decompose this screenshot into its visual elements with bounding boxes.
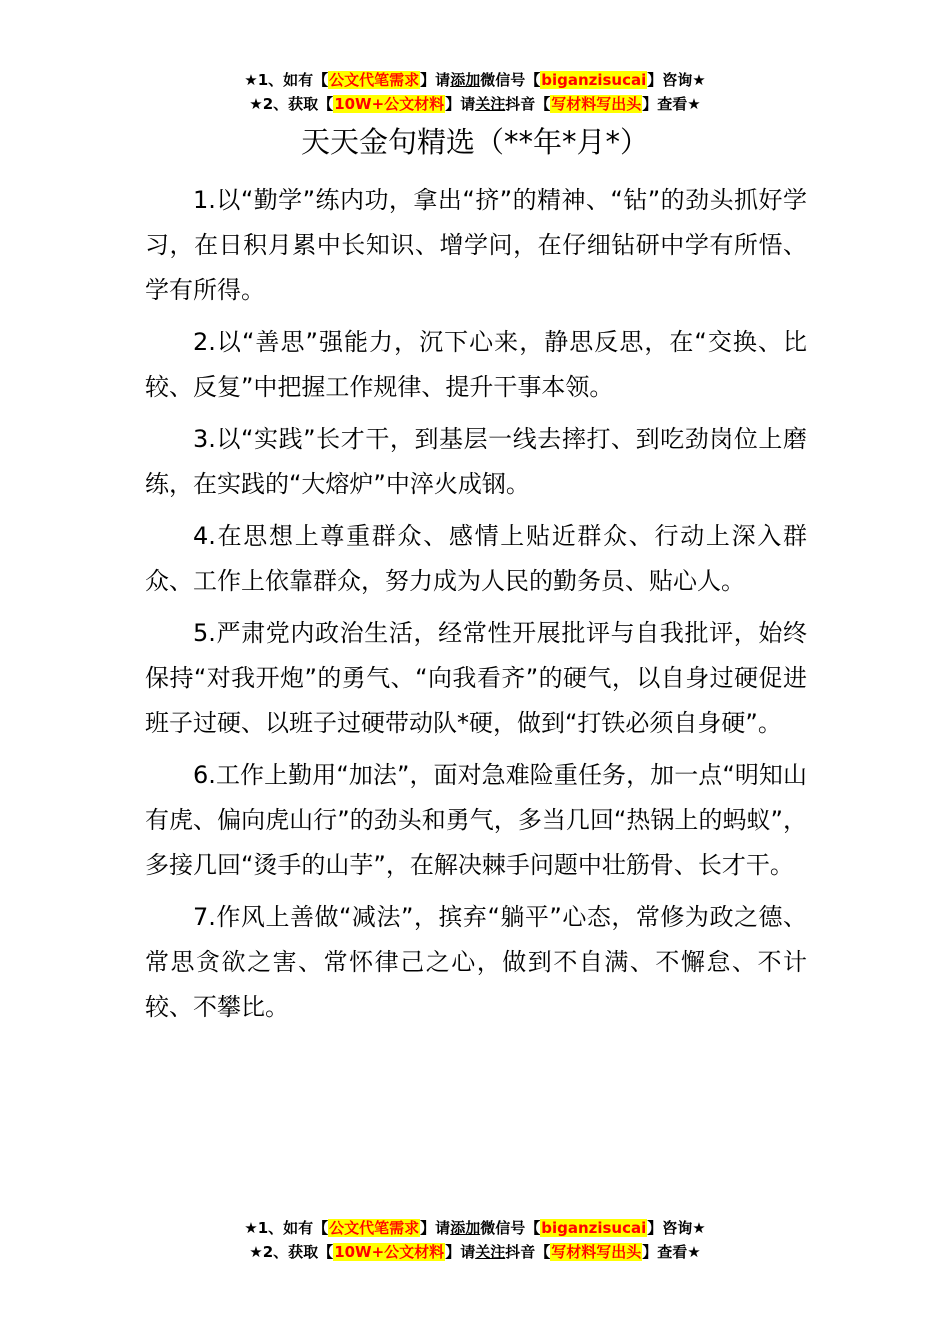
promo-highlight: 写材料写出头 — [551, 1243, 642, 1261]
header-promo-banner — [0, 68, 950, 116]
promo-highlight: 写材料写出头 — [551, 95, 642, 113]
promo-text: 微信号【 — [480, 71, 541, 89]
paragraph-7: 7.作风上善做“减法”，摈弃“躺平”心态，常修为政之德、常思贪欲之害、常怀律己之心，做到不自满、不懈怠、不计较、不攀比。 — [145, 903, 807, 1021]
promo-underline: 添加 — [450, 1219, 481, 1237]
promo-line-1 — [0, 68, 950, 92]
promo-underline: 关注 — [475, 1243, 506, 1261]
promo-text: ★2、获取【 — [249, 95, 334, 113]
promo-text: ★1、如有【 — [244, 71, 329, 89]
promo-text: 】请 — [420, 1219, 451, 1237]
promo-text: 微信号【 — [480, 1219, 541, 1237]
promo-highlight: biganzisucai — [541, 71, 647, 89]
promo-line-2 — [0, 1240, 950, 1264]
promo-highlight: 公文代笔需求 — [329, 71, 420, 89]
promo-text: 】请 — [445, 1243, 476, 1261]
document-body — [145, 178, 807, 1037]
paragraph-4: 4.在思想上尊重群众、感情上贴近群众、行动上深入群众、工作上依靠群众，努力成为人民的勤务员、贴心人。 — [145, 522, 807, 595]
promo-text: 】请 — [445, 95, 476, 113]
footer-promo-banner — [0, 1216, 950, 1264]
promo-text: ★2、获取【 — [249, 1243, 334, 1261]
promo-text: 抖音【 — [505, 95, 551, 113]
document-title: 天天金句精选（**年*月*） — [300, 125, 649, 159]
paragraph-6: 6.工作上勤用“加法”，面对急难险重任务，加一点“明知山有虎、偏向虎山行”的劲头和勇气，多当几回“热锅上的蚂蚁”，多接几回“烫手的山芋”，在解决棘手问题中壮筋骨、长才干。 — [145, 761, 807, 879]
promo-highlight: 10W+公文材料 — [334, 1243, 445, 1261]
promo-text: 】咨询★ — [647, 71, 706, 89]
promo-highlight: 公文代笔需求 — [329, 1219, 420, 1237]
promo-text: 】咨询★ — [647, 1219, 706, 1237]
promo-text: 】请 — [420, 71, 451, 89]
promo-underline: 添加 — [450, 71, 481, 89]
promo-line-1 — [0, 1216, 950, 1240]
promo-text: ★1、如有【 — [244, 1219, 329, 1237]
paragraph-5: 5.严肃党内政治生活，经常性开展批评与自我批评，始终保持“对我开炮”的勇气、“向我看齐”的硬气，以自身过硬促进班子过硬、以班子过硬带动队*硬，做到“打铁必须自身硬”。 — [145, 619, 807, 737]
promo-text: 】查看★ — [642, 95, 701, 113]
paragraph-3: 3.以“实践”长才干，到基层一线去摔打、到吃劲岗位上磨练，在实践的“大熔炉”中淬火成钢。 — [145, 425, 807, 498]
promo-highlight: biganzisucai — [541, 1219, 647, 1237]
promo-text: 抖音【 — [505, 1243, 551, 1261]
promo-text: 】查看★ — [642, 1243, 701, 1261]
paragraph-2: 2.以“善思”强能力，沉下心来，静思反思，在“交换、比较、反复”中把握工作规律、提升干事本领。 — [145, 328, 807, 401]
promo-line-2 — [0, 92, 950, 116]
promo-highlight: 10W+公文材料 — [334, 95, 445, 113]
paragraph-1: 1.以“勤学”练内功，拿出“挤”的精神、“钻”的劲头抓好学习，在日积月累中长知识、增学问，在仔细钻研中学有所悟、学有所得。 — [145, 186, 807, 304]
promo-underline: 关注 — [475, 95, 506, 113]
